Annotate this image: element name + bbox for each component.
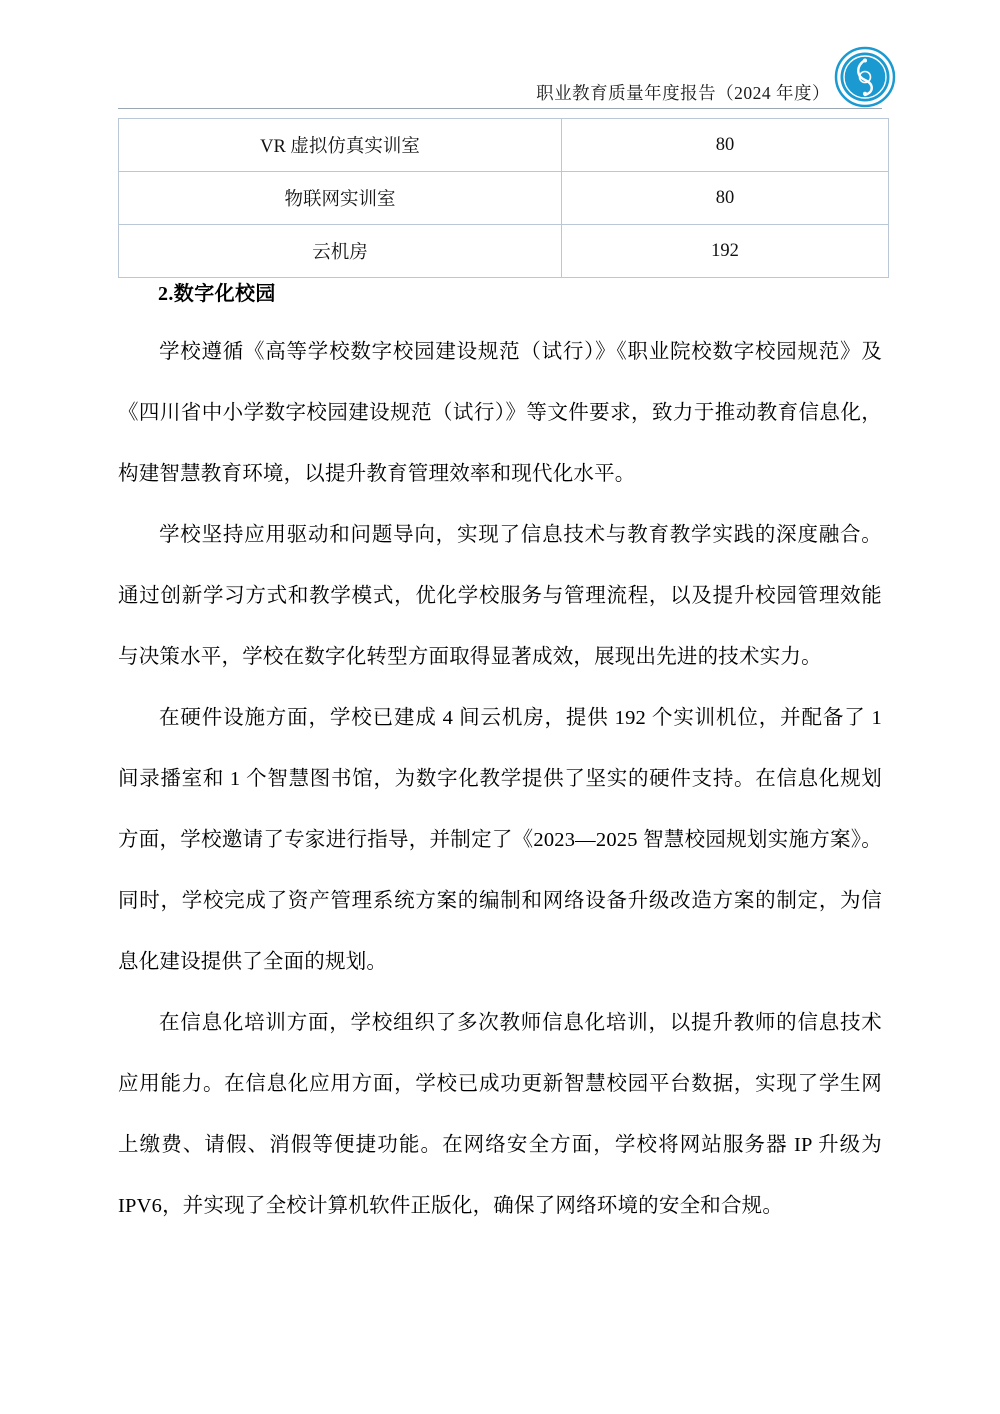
table-cell-value: 80 xyxy=(562,119,889,172)
paragraph-3: 在硬件设施方面，学校已建成 4 间云机房，提供 192 个实训机位，并配备了 1 间录播室和 1 个智慧图书馆，为数字化教学提供了坚实的硬件支持。在信息化规划方面，学校邀请了专家进行指导，并制定了《2023—2025 智慧校园规划实施方案》。同时，学校完成了资产管理系统方案的编制和网络设备升级改造方案的制定，为信息化建设提供了全面的规划。 xyxy=(118,707,882,973)
page-header xyxy=(118,62,882,110)
table-row xyxy=(119,225,889,278)
table-cell-name: 云机房 xyxy=(119,225,562,278)
section-heading: 2.数字化校园 xyxy=(158,283,276,305)
paragraph-2: 学校坚持应用驱动和问题导向，实现了信息技术与教育教学实践的深度融合。通过创新学习方式和教学模式，优化学校服务与管理流程，以及提升校园管理效能与决策水平，学校在数字化转型方面取得显著成效，展现出先进的技术实力。 xyxy=(118,524,882,668)
header-divider xyxy=(118,108,882,109)
table-cell-name: VR 虚拟仿真实训室 xyxy=(119,119,562,172)
table-cell-value: 192 xyxy=(562,225,889,278)
paragraph-1: 学校遵循《高等学校数字校园建设规范（试行）》《职业院校数字校园规范》及《四川省中小学数字校园建设规范（试行）》等文件要求，致力于推动教育信息化，构建智慧教育环境，以提升教育管理效率和现代化水平。 xyxy=(118,341,882,485)
school-seal-logo-icon xyxy=(834,46,896,108)
paragraph-4: 在信息化培训方面，学校组织了多次教师信息化培训，以提升教师的信息技术应用能力。在信息化应用方面，学校已成功更新智慧校园平台数据，实现了学生网上缴费、请假、消假等便捷功能。在网络安全方面，学校将网站服务器 IP 升级为 IPV6，并实现了全校计算机软件正版化，确保了网络环境的安全和合规。 xyxy=(118,1012,882,1217)
equipment-table xyxy=(118,118,889,278)
table-cell-value: 80 xyxy=(562,172,889,225)
table-row xyxy=(119,119,889,172)
table-row xyxy=(119,172,889,225)
header-title: 职业教育质量年度报告（2024 年度） xyxy=(536,83,830,103)
equipment-table-wrapper xyxy=(118,118,882,278)
document-body xyxy=(118,273,882,1237)
table-cell-name: 物联网实训室 xyxy=(119,172,562,225)
